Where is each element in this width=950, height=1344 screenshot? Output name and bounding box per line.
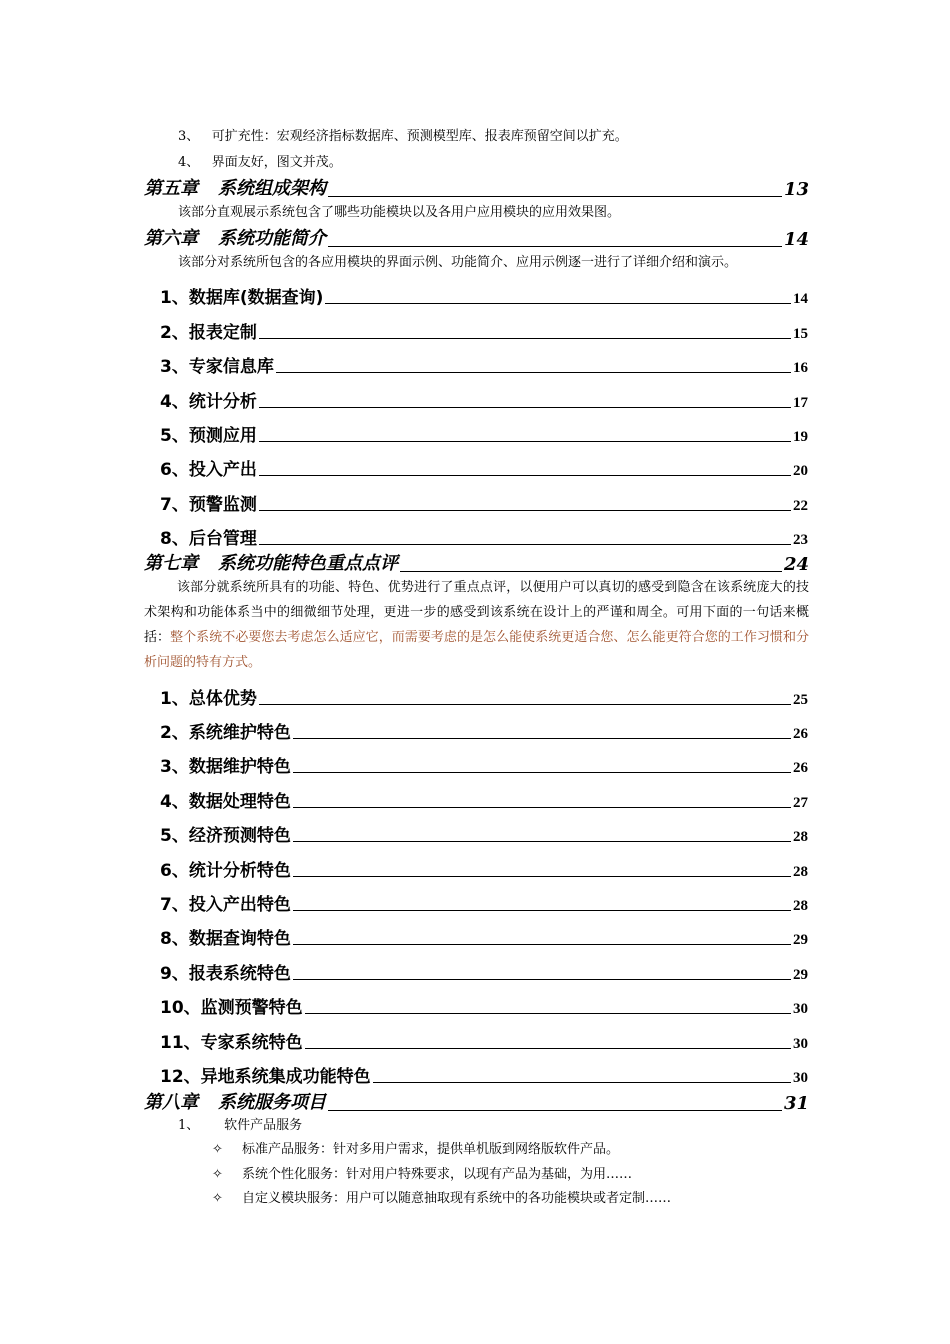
toc-entry-page: 28 <box>793 898 808 914</box>
toc-entry-label: 3、数据维护特色 <box>160 757 291 777</box>
toc-leader-line <box>293 876 791 877</box>
chapter-page-number: 24 <box>783 554 809 575</box>
intro-item-number: 4、 <box>178 155 200 170</box>
service-title: 软件产品服务 <box>224 1118 303 1133</box>
toc-entry-label: 1、数据库(数据查询) <box>160 288 324 308</box>
toc-entry-label: 2、系统维护特色 <box>160 723 291 743</box>
toc-entry-page: 15 <box>793 326 808 342</box>
description-text: 该部分就系统所具有的功能、特色、优势进行了重点点评，以便用户可以真切的感受到隐含在该系统庞大的技术架构和功能体系当中的细微细节处理，更进一步的感受到该系统在设计上的严谨和周全。可用下面的一句话来概括： <box>144 580 809 645</box>
toc-entry[interactable] <box>160 893 808 915</box>
toc-entry[interactable] <box>160 859 808 881</box>
chapter-page-number: 14 <box>783 229 809 250</box>
chapter-title: 系统服务项目 <box>218 1092 326 1113</box>
toc-entry-label: 2、报表定制 <box>160 323 257 343</box>
toc-entry-page: 25 <box>793 692 808 708</box>
toc-leader-line <box>373 1082 791 1083</box>
chapter-page-number: 31 <box>783 1093 809 1114</box>
service-number: 1、 <box>178 1118 200 1133</box>
chapter-number: 第六章 <box>144 228 198 249</box>
toc-leader-line <box>293 841 791 842</box>
toc-entry[interactable] <box>160 390 808 412</box>
toc-leader-line <box>293 807 791 808</box>
toc-entry-label: 6、投入产出 <box>160 460 257 480</box>
toc-entry[interactable] <box>160 527 808 549</box>
toc-entry[interactable] <box>160 962 808 984</box>
toc-entry-label: 12、异地系统集成功能特色 <box>160 1067 371 1087</box>
toc-leader-line <box>325 303 791 304</box>
toc-leader-line <box>305 1013 791 1014</box>
toc-leader-line <box>259 544 791 545</box>
toc-entry-label: 7、投入产出特色 <box>160 895 291 915</box>
toc-leader-line <box>293 979 791 980</box>
toc-entry-label: 4、数据处理特色 <box>160 792 291 812</box>
intro-item-number: 3、 <box>178 129 200 144</box>
toc-leader-line <box>293 910 791 911</box>
toc-leader-line <box>400 571 782 572</box>
toc-entry-label: 7、预警监测 <box>160 495 257 515</box>
toc-entry[interactable] <box>160 424 808 446</box>
chapter-6-description: 该部分对系统所包含的各应用模块的界面示例、功能简介、应用示例逐一进行了详细介绍和演示。 <box>178 255 738 270</box>
toc-entry-page: 29 <box>793 967 808 983</box>
toc-leader-line <box>259 510 791 511</box>
chapter-7-heading[interactable] <box>144 551 809 575</box>
toc-entry[interactable] <box>160 493 808 515</box>
toc-entry-page: 19 <box>793 429 808 445</box>
toc-entry[interactable] <box>160 321 808 343</box>
toc-entry-label: 9、报表系统特色 <box>160 964 291 984</box>
chapter-5-heading[interactable] <box>144 176 809 200</box>
toc-leader-line <box>305 1048 791 1049</box>
diamond-bullet-icon: ✧ <box>212 1167 223 1182</box>
toc-entry-page: 28 <box>793 829 808 845</box>
toc-leader-line <box>259 704 791 705</box>
toc-leader-line <box>328 1110 782 1111</box>
toc-entry[interactable] <box>160 1065 808 1087</box>
toc-leader-line <box>259 475 791 476</box>
service-subheading <box>178 1117 302 1135</box>
chapter-title: 系统功能特色重点点评 <box>218 553 398 574</box>
toc-entry-page: 26 <box>793 726 808 742</box>
chapter-title: 系统组成架构 <box>218 178 326 199</box>
chapter-title: 系统功能简介 <box>218 228 326 249</box>
toc-entry-label: 8、后台管理 <box>160 529 257 549</box>
toc-entry-page: 17 <box>793 395 808 411</box>
toc-entry[interactable] <box>160 355 808 377</box>
service-bullet-text: 标准产品服务：针对多用户需求，提供单机版到网络版软件产品。 <box>242 1142 620 1157</box>
diamond-bullet-icon: ✧ <box>212 1142 223 1157</box>
toc-leader-line <box>293 772 791 773</box>
toc-leader-line <box>259 338 791 339</box>
toc-entry-page: 30 <box>793 1036 808 1052</box>
toc-entry-label: 5、经济预测特色 <box>160 826 291 846</box>
service-bullet-text: 自定义模块服务：用户可以随意抽取现有系统中的各功能模块或者定制…… <box>242 1191 672 1206</box>
toc-leader-line <box>328 196 782 197</box>
toc-entry-label: 4、统计分析 <box>160 392 257 412</box>
toc-leader-line <box>293 944 791 945</box>
toc-entry-page: 26 <box>793 760 808 776</box>
toc-entry[interactable] <box>160 927 808 949</box>
toc-entry-page: 29 <box>793 932 808 948</box>
intro-item-text: 可扩充性：宏观经济指标数据库、预测模型库、报表库预留空间以扩充。 <box>211 129 628 144</box>
toc-leader-line <box>293 738 791 739</box>
toc-leader-line <box>328 246 782 247</box>
toc-entry-page: 27 <box>793 795 808 811</box>
intro-item-3 <box>178 128 628 146</box>
toc-leader-line <box>259 407 791 408</box>
toc-leader-line <box>259 441 791 442</box>
toc-entry[interactable] <box>160 1031 808 1053</box>
toc-entry[interactable] <box>160 286 808 308</box>
toc-entry[interactable] <box>160 790 808 812</box>
service-bullet-text: 系统个性化服务：针对用户特殊要求，以现有产品为基础，为用…… <box>242 1167 633 1182</box>
chapter-number: 第五章 <box>144 178 198 199</box>
toc-entry-page: 30 <box>793 1070 808 1086</box>
toc-entry-page: 23 <box>793 532 808 548</box>
chapter-number: 第七章 <box>144 553 198 574</box>
chapter-page-number: 13 <box>783 179 809 200</box>
intro-item-4 <box>178 154 342 172</box>
toc-entry[interactable] <box>160 755 808 777</box>
toc-entry-label: 1、总体优势 <box>160 689 257 709</box>
chapter-8-heading[interactable] <box>144 1090 809 1114</box>
toc-entry-label: 6、统计分析特色 <box>160 861 291 881</box>
toc-entry[interactable] <box>160 721 808 743</box>
toc-entry-page: 20 <box>793 463 808 479</box>
toc-entry[interactable] <box>160 458 808 480</box>
toc-entry[interactable] <box>160 687 808 709</box>
toc-entry-page: 22 <box>793 498 808 514</box>
service-bullet <box>212 1141 619 1159</box>
toc-entry-label: 11、专家系统特色 <box>160 1033 303 1053</box>
toc-entry-label: 3、专家信息库 <box>160 357 274 377</box>
toc-entry-page: 16 <box>793 360 808 376</box>
intro-item-text: 界面友好，图文并茂。 <box>211 155 342 170</box>
toc-leader-line <box>276 372 791 373</box>
toc-entry-label: 5、预测应用 <box>160 426 257 446</box>
chapter-7-description <box>144 575 809 675</box>
toc-entry[interactable] <box>160 996 808 1018</box>
toc-entry-page: 30 <box>793 1001 808 1017</box>
chapter-number: 第八章 <box>144 1092 198 1113</box>
toc-entry-label: 10、监测预警特色 <box>160 998 303 1018</box>
service-bullet <box>212 1166 632 1184</box>
toc-entry-page: 28 <box>793 864 808 880</box>
toc-entry-label: 8、数据查询特色 <box>160 929 291 949</box>
toc-entry-page: 14 <box>793 291 808 307</box>
service-bullet <box>212 1190 671 1208</box>
diamond-bullet-icon: ✧ <box>212 1191 223 1206</box>
highlighted-summary: 整个系统不必要您去考虑怎么适应它，而需要考虑的是怎么能使系统更适合您、怎么能更符合您的工作习惯和分析问题的特有方式。 <box>144 630 809 670</box>
toc-entry[interactable] <box>160 824 808 846</box>
chapter-5-description: 该部分直观展示系统包含了哪些功能模块以及各用户应用模块的应用效果图。 <box>178 205 621 220</box>
chapter-6-heading[interactable] <box>144 226 809 250</box>
